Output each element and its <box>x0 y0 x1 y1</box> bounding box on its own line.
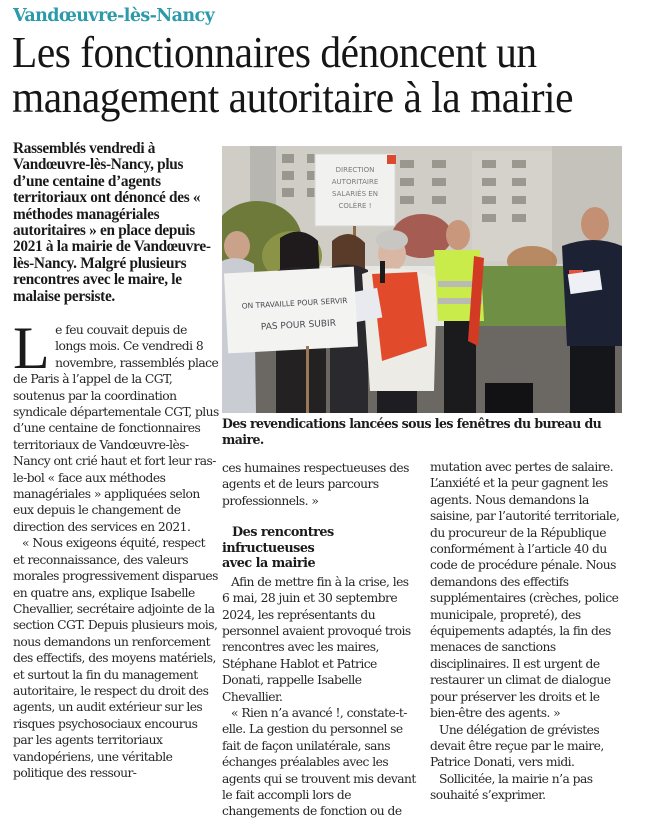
paragraph-2-continued: ces humaines respectueuses des agents et de leurs parcours professionnels. » <box>222 461 409 508</box>
body-column-3 <box>430 459 624 804</box>
subheading-line-1: Des rencontres <box>232 525 334 541</box>
kicker-location: Vandœuvre-lès-Nancy <box>13 6 215 26</box>
subheading-line-2: infructueuses <box>222 540 315 556</box>
svg-text:AUTORITAIRE: AUTORITAIRE <box>331 178 379 186</box>
paragraph-5: Une délégation de grévistes devait être reçue par le maire, Patrice Donati, vers midi. <box>430 722 604 770</box>
svg-text:COLÈRE !: COLÈRE ! <box>338 202 372 210</box>
subheading <box>222 525 418 572</box>
paragraph-2: « Nous exigeons équité, respect et reconnaissance, des valeurs morales progressivement disparues en quatre ans, explique Isabelle Chevallier, secrétaire adjointe de la section CGT. Depuis plusieurs mois, nous demandons un renforcement des effectifs, des moyens matériels, et surtout la fin du management autoritaire, le respect du droit des agents, un audit extérieur sur les risques psychosociaux encourus par les agents territoriaux vandopériens, une véritable politique des ressour- <box>13 536 218 780</box>
body-column-2 <box>222 460 418 820</box>
paragraph-1-text: e feu couvait depuis de longs mois. Ce vendredi 8 novembre, rassemblés place de Paris à l’appel de la CGT, soutenus par la coordination syndicale départementale CGT, plus d’une centaine de fonctionnaires territoriaux de Vandœuvre-lès-Nancy ont crié haut et fort leur ras-le-bol « face aux méthodes managériales » appliquées selon eux depuis le changement de direction des services en 2021. <box>13 323 219 534</box>
body-column-1 <box>13 315 219 781</box>
svg-text:DIRECTION: DIRECTION <box>335 166 375 174</box>
paragraph-6: Sollicitée, la mairie n’a pas souhaité s’exprimer. <box>430 771 593 803</box>
subheading-line-3: avec la mairie <box>222 556 316 572</box>
headline: Les fonctionnaires dénoncent un management autoritaire à la mairie <box>12 27 573 122</box>
paragraph-3: Afin de mettre fin à la crise, les 6 mai, 28 juin et 30 septembre 2024, les représentants du personnel avaient provoqué trois rencontres avec les maires, Stéphane Hablot et Patrice Donati, rappelle Isabelle Chevallier. <box>222 574 411 704</box>
paragraph-4: « Rien n’a avancé !, constate-t-elle. La gestion du personnel se fait de façon unilatérale, sans échanges préalables avec les agents qui se trouvent mis devant le fait accompli lors de changements de fonction ou de <box>222 705 416 819</box>
paragraph-4-continued: mutation avec pertes de salaire. L’anxiété et la peur gagnent les agents. Nous demandons la saisine, par l’autorité territoriale, du procureur de la République conformément à l’article 40 du code de procédure pénale. Nous demandons des effectifs supplémentaires (crèches, police municipale, propreté), des équipements adaptés, la fin des menaces de sanctions disciplinaires. Il est urgent de restaurer un climat de dialogue pour préserver les droits et le bien-être des agents. » <box>430 460 620 721</box>
photo-caption: Des revendications lancées sous les fenêtres du bureau du maire. <box>222 416 602 448</box>
svg-text:PAS POUR SUBIR: PAS POUR SUBIR <box>260 318 337 333</box>
photo-scene <box>222 146 622 413</box>
drop-cap: L <box>13 315 50 381</box>
svg-text:SALARIÉS EN: SALARIÉS EN <box>332 190 378 198</box>
chapo-text: Rassemblés vendredi à Vandœuvre-lès-Nancy, plus d’une centaine d’agents territoriaux ont dénoncé des « méthodes managériales autoritaires » en place depuis 2021 à la mairie de Vandœuvre-lès-Nancy. Malgré plusieurs rencontres avec le maire, le malaise persiste. <box>13 140 211 305</box>
chapo <box>13 141 218 305</box>
paragraph-1 <box>13 315 219 535</box>
svg-text:ON TRAVAILLE POUR SERVIR: ON TRAVAILLE POUR SERVIR <box>241 296 348 311</box>
photo <box>222 146 622 413</box>
